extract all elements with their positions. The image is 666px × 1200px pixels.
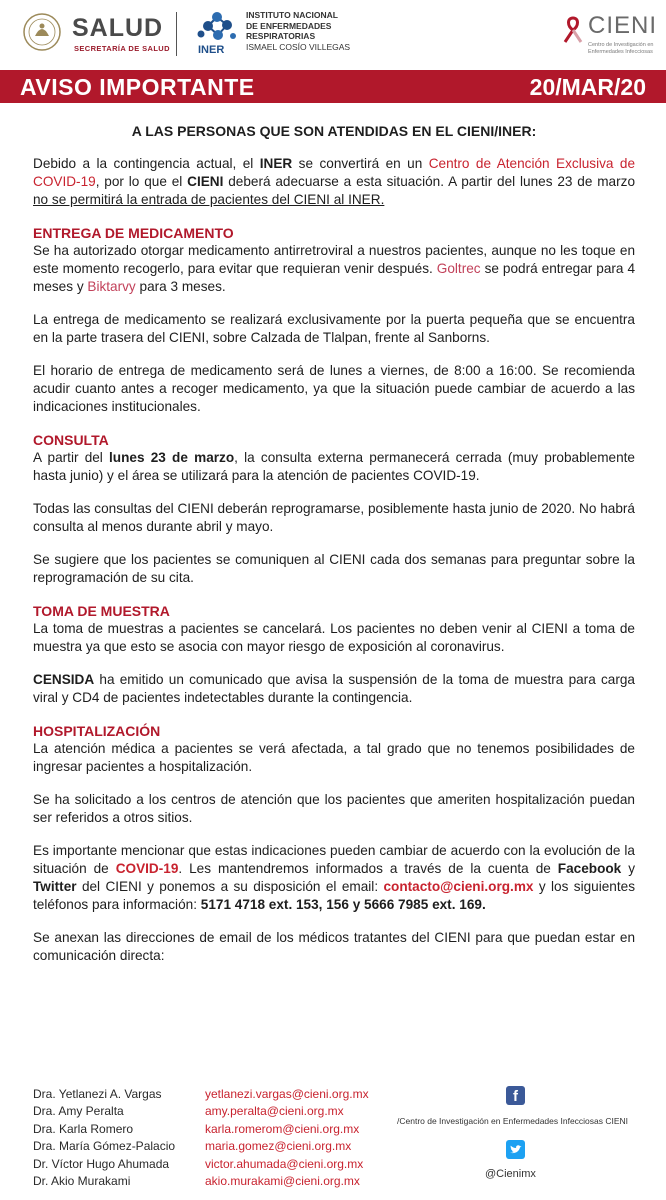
text-center-name: Centro de Atención Exclusiva de COVID-19 (33, 156, 636, 189)
section-title-hospitalizacion: HOSPITALIZACIÓN (33, 723, 161, 739)
text: y (621, 861, 636, 876)
text: se convertirá en un (292, 156, 429, 171)
section-title-medicamento: ENTREGA DE MEDICAMENTO (33, 225, 234, 241)
cieni-name: CIENI (588, 12, 658, 39)
banner-title: AVISO IMPORTANTE (20, 74, 255, 100)
iner-molecule-icon (196, 10, 238, 44)
medicamento-paragraph: El horario de entrega de medicamento será de lunes a viernes, de 8:00 a 16:00. Se recomienda acudir cuanto antes a recoger medicamento, ya que la situación puede cambiar de acuerdo a las indicaciones institucionales. (33, 363, 635, 414)
text-cieni: CIENI (187, 174, 224, 189)
text-date: lunes 23 de marzo (109, 450, 235, 465)
iner-line: DE ENFERMEDADES (246, 20, 332, 31)
iner-line: ISMAEL COSÍO VILLEGAS (246, 41, 351, 52)
facebook-page-name[interactable]: /Centro de Investigación en Enfermedades Infecciosas CIENI (397, 1116, 629, 1126)
iner-abbreviation: INER (198, 44, 225, 56)
text: Es importante mencionar que estas indicaciones pueden cambiar de acuerdo con la evolución de la situación de (33, 843, 635, 876)
hospital-paragraph: La atención médica a pacientes se verá afectada, a tal grado que no tenemos posibilidades de ingresar pacientes a hospitalización. (33, 741, 635, 774)
muestra-paragraph: La toma de muestras a pacientes se cancelará. Los pacientes no deben venir al CIENI a toma de muestra ya que esto se asocia con mayor riesgo de exposición al coronavirus. (33, 621, 635, 654)
salud-name: SALUD (72, 14, 164, 42)
text-covid: COVID-19 (115, 861, 179, 876)
consulta-paragraph (33, 449, 635, 485)
section-title-muestra: TOMA DE MUESTRA (33, 603, 170, 619)
consulta-paragraph: Se sugiere que los pacientes se comuniquen al CIENI cada dos semanas para preguntar sobre la reprogramación de su cita. (33, 552, 635, 585)
text: y los siguientes teléfonos para información: (33, 879, 635, 912)
medicamento-paragraph (33, 242, 635, 296)
text: ha emitido un comunicado que avisa la suspensión de la toma de muestra para carga viral y CD4 de pacientes indetectables durante la contingencia. (33, 672, 635, 705)
twitter-icon[interactable] (506, 1140, 525, 1159)
iner-full-name (246, 10, 350, 52)
text: A partir del (33, 450, 110, 465)
doctor-name: Dra. María Gómez-Palacio (33, 1139, 176, 1154)
doctor-name: Dra. Yetlanezi A. Vargas (33, 1087, 162, 1101)
text-phones: 5171 4718 ext. 153, 156 y 5666 7985 ext. 169. (200, 897, 486, 912)
twitter-bird-icon (506, 1140, 525, 1159)
notice-content (33, 122, 635, 965)
doctor-email-link[interactable]: karla.romerom@cieni.org.mx (205, 1121, 360, 1136)
header-divider (176, 12, 177, 56)
text-goltrec: Goltrec (436, 261, 481, 276)
hospital-paragraph: Se ha solicitado a los centros de atención que los pacientes que ameriten hospitalización puedan ser referidos a otros sitios. (33, 792, 635, 825)
text-facebook: Facebook (557, 861, 622, 876)
consulta-paragraph: Todas las consultas del CIENI deberán reprogramarse, posiblemente hasta junio de 2020. No habrá consulta al menos durante abril y mayo. (33, 501, 635, 534)
doctor-contacts (33, 1086, 653, 1196)
text: se podrá entregar para 4 meses y (33, 261, 635, 294)
text-iner: INER (259, 156, 293, 171)
text: Debido a la contingencia actual, el (33, 156, 260, 171)
doctor-name: Dra. Amy Peralta (33, 1104, 124, 1119)
text-twitter: Twitter (33, 879, 77, 894)
section-title-consulta: CONSULTA (33, 432, 109, 448)
text-censida: CENSIDA (33, 672, 95, 687)
header (0, 0, 666, 70)
doctor-name: Dr. Víctor Hugo Ahumada (33, 1156, 170, 1171)
doctor-emails (205, 1086, 369, 1190)
doctor-email-link[interactable]: akio.murakami@cieni.org.mx (205, 1174, 360, 1189)
doctor-email-link[interactable]: amy.peralta@cieni.org.mx (205, 1104, 344, 1119)
salud-subtitle: SECRETARÍA DE SALUD (74, 44, 170, 53)
text: , la consulta externa permanecerá cerrada (muy probablemente hasta junio) y el área se utilizará para la atención de pacientes COVID-19. (33, 450, 635, 483)
text: para 3 meses. (135, 279, 226, 294)
medicamento-paragraph: La entrega de medicamento se realizará exclusivamente por la puerta pequeña que se encuentra en la parte trasera del CIENI, sobre Calzada de Tlalpan, frente al Sanborns. (33, 312, 635, 345)
doctor-names (33, 1086, 175, 1190)
text: del CIENI y ponemos a su disposición el email: (76, 879, 384, 894)
text-underlined: no se permitirá la entrada de pacientes del CIENI al INER. (33, 192, 385, 207)
text: deberá adecuarse a esta situación. A partir del lunes 23 de marzo (223, 174, 636, 189)
mexico-seal-icon (22, 10, 62, 54)
text: , por lo que el (95, 174, 188, 189)
facebook-icon[interactable]: f (506, 1086, 525, 1105)
muestra-paragraph (33, 671, 635, 707)
cieni-subtitle: Centro de Investigación en Enfermedades Infecciosas (588, 42, 654, 55)
iner-line: RESPIRATORIAS (246, 31, 316, 41)
notice-banner (0, 70, 666, 103)
doctor-email-link[interactable]: maria.gomez@cieni.org.mx (205, 1139, 352, 1154)
awareness-ribbon-icon (560, 14, 586, 44)
twitter-handle[interactable]: @Cienimx (485, 1168, 536, 1180)
banner-date: 20/MAR/20 (529, 74, 646, 100)
text: . Les mantendremos informados a través de la cuenta de (178, 861, 558, 876)
doctor-email-link[interactable]: victor.ahumada@cieni.org.mx (205, 1156, 364, 1171)
doctor-name: Dra. Karla Romero (33, 1121, 134, 1136)
doctor-email-link[interactable]: yetlanezi.vargas@cieni.org.mx (205, 1087, 369, 1101)
text: Se ha autorizado otorgar medicamento antirretroviral a nuestros pacientes, aunque no les toque en este momento recogerlo, para evitar que requieran venir después. (33, 243, 635, 276)
intro-heading: A LAS PERSONAS QUE SON ATENDIDAS EN EL CIENI/INER: (131, 123, 537, 139)
iner-line: INSTITUTO NACIONAL (246, 10, 338, 20)
doctor-name: Dr. Akio Murakami (33, 1174, 131, 1189)
hospital-paragraph (33, 842, 635, 914)
hospital-paragraph: Se anexan las direcciones de email de los médicos tratantes del CIENI para que puedan estar en comunicación directa: (33, 930, 635, 963)
contact-email-link[interactable]: contacto@cieni.org.mx (383, 879, 534, 894)
text-biktarvy: Biktarvy (87, 279, 136, 294)
intro-paragraph (33, 155, 635, 209)
